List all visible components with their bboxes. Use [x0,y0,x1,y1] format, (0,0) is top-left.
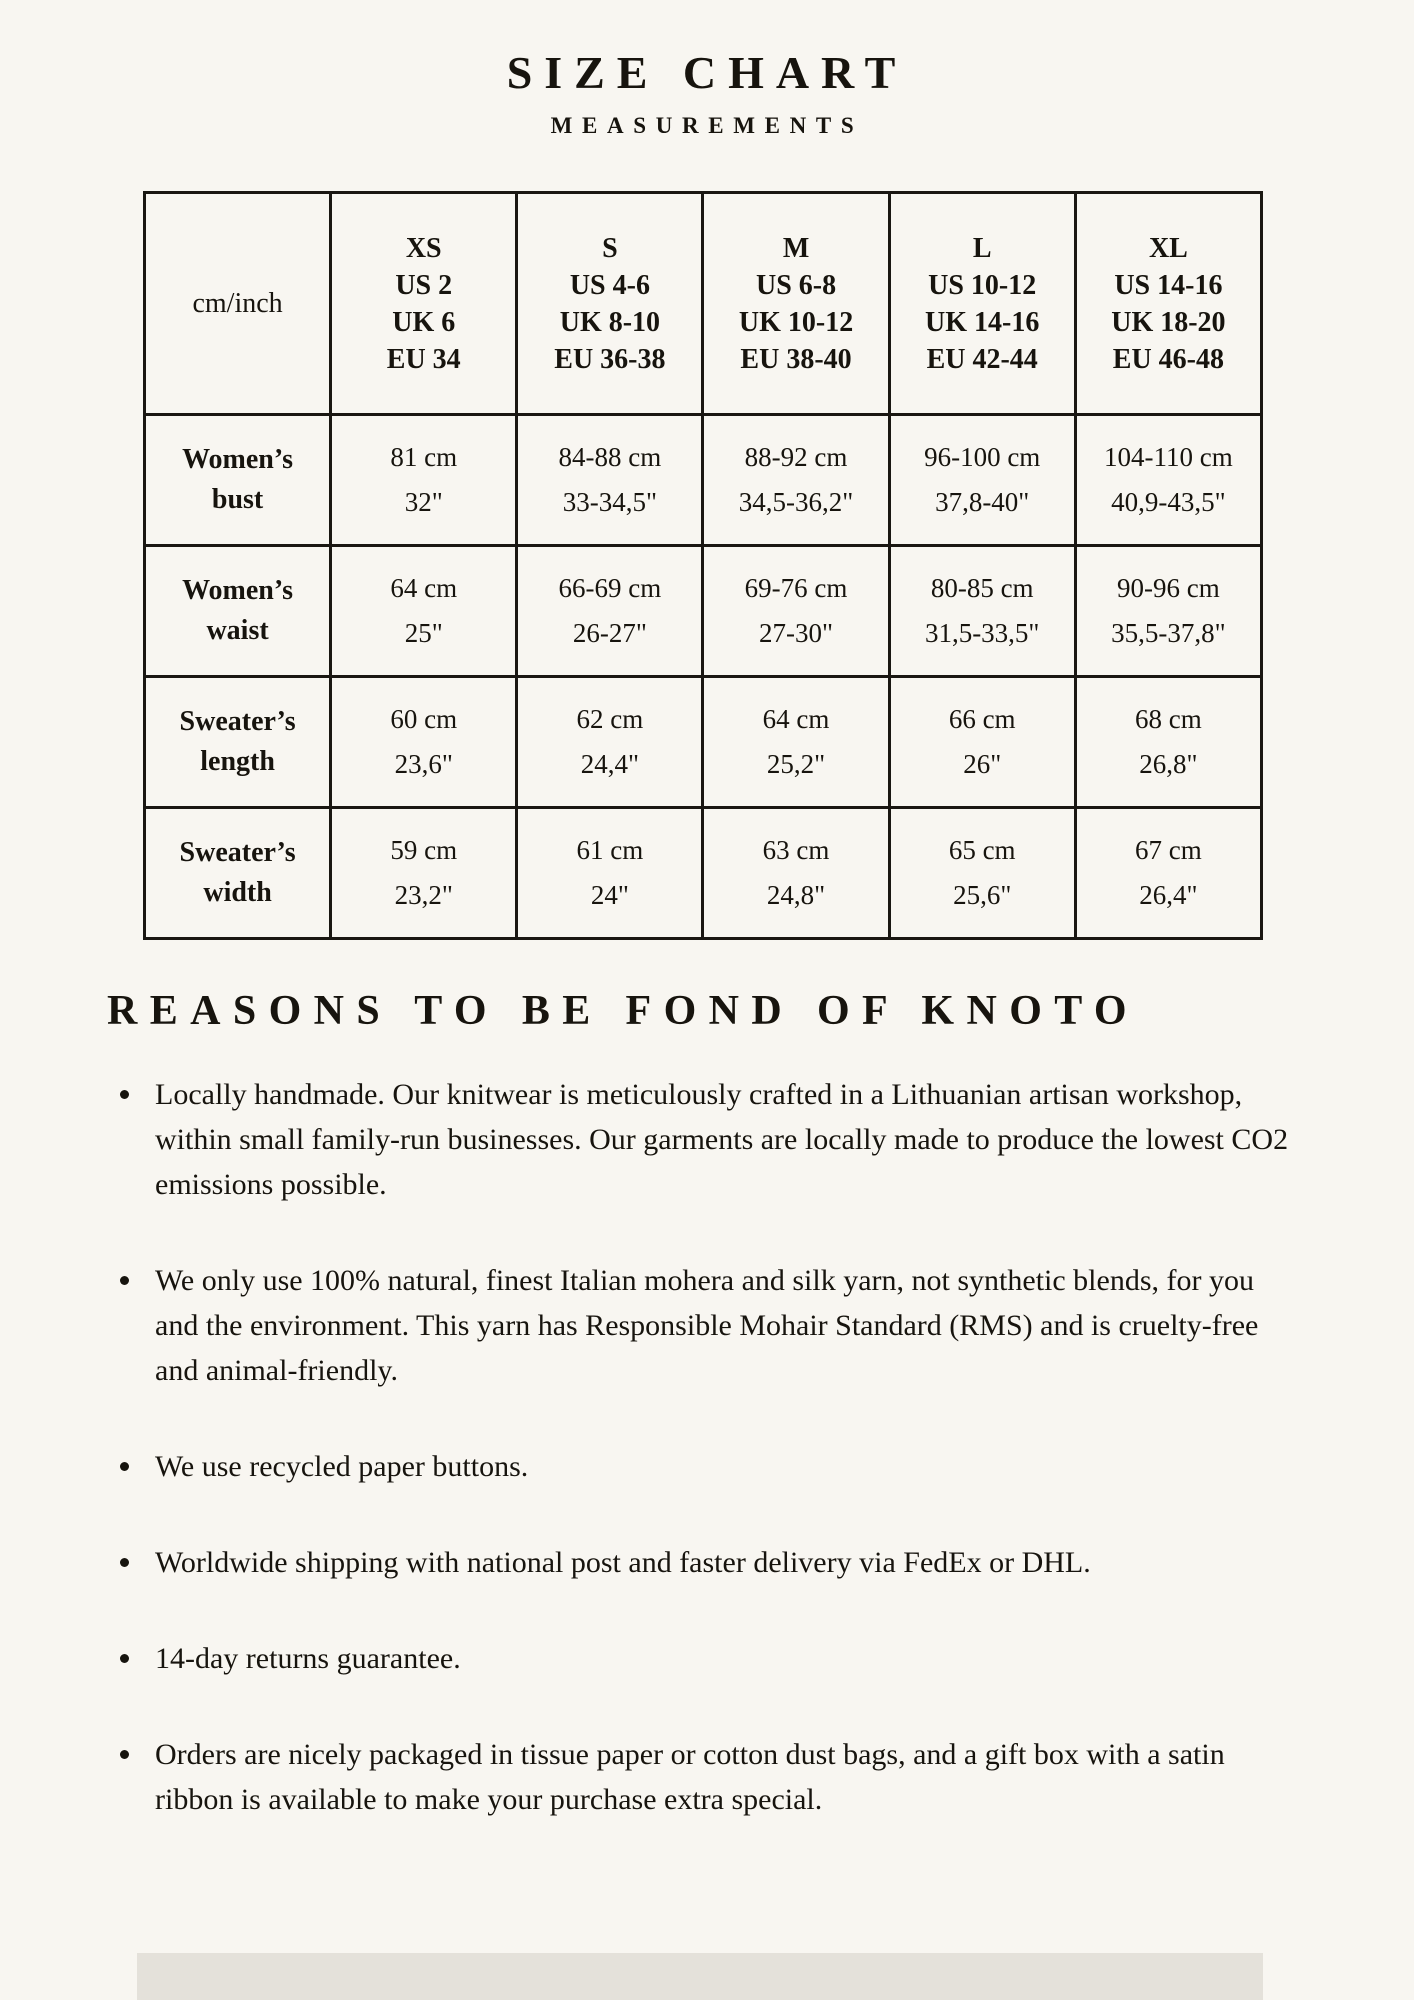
eu-size: EU 34 [386,343,461,375]
unit-header-cell: cm/inch [145,193,331,415]
cell-cm: 104-110 cm [1104,442,1233,472]
eu-size: EU 46-48 [1112,343,1224,375]
table-cell [331,808,517,939]
uk-size: UK 8-10 [559,306,661,338]
eu-size: EU 42-44 [926,343,1038,375]
size-chart-table [143,191,1263,940]
table-cell [1075,415,1261,546]
column-header-l [889,193,1075,415]
cell-inch: 25,6" [953,880,1012,910]
column-header-xl [1075,193,1261,415]
cell-cm: 84-88 cm [558,442,662,472]
cell-inch: 26-27" [572,618,647,648]
table-row-womens-bust [145,415,1262,546]
cell-inch: 23,6" [394,749,453,779]
cell-inch: 31,5-33,5" [924,618,1040,648]
uk-size: UK 14-16 [925,306,1040,338]
table-cell [1075,546,1261,677]
row-label-line: Women’s [182,444,294,475]
table-row-sweaters-length [145,677,1262,808]
eu-size: EU 38-40 [740,343,852,375]
cell-cm: 65 cm [948,835,1016,865]
cell-inch: 25,2" [766,749,826,779]
cell-cm: 61 cm [576,835,644,865]
cell-cm: 66 cm [948,704,1016,734]
list-item: Worldwide shipping with national post and faster delivery via FedEx or DHL. [155,1540,1290,1585]
cell-inch: 40,9-43,5" [1111,487,1226,517]
table-cell [517,546,703,677]
row-label-line: waist [206,615,269,646]
us-size: US 6-8 [755,269,837,301]
row-label [145,415,331,546]
row-label-line: bust [211,484,264,515]
table-cell [703,415,889,546]
size-label: M [782,232,810,264]
cell-inch: 26,8" [1139,749,1198,779]
cell-cm: 60 cm [390,704,458,734]
table-cell [703,677,889,808]
row-label [145,546,331,677]
list-item: Locally handmade. Our knitwear is meticulously crafted in a Lithuanian artisan workshop, within small family-run businesses. Our garments are locally made to produce the lowest CO2 emissions possible. [155,1072,1290,1207]
cell-cm: 66-69 cm [558,573,662,603]
size-label: L [972,232,992,264]
row-label [145,808,331,939]
cell-inch: 26,4" [1139,880,1198,910]
cell-cm: 81 cm [390,442,458,472]
row-label-line: width [203,877,272,908]
size-label: XL [1148,232,1188,264]
table-cell [703,808,889,939]
table-row-sweaters-width [145,808,1262,939]
cell-cm: 80-85 cm [930,573,1034,603]
table-cell [703,546,889,677]
row-label-line: Women’s [182,575,294,606]
column-header-m [703,193,889,415]
size-label: S [602,232,618,264]
table-cell [331,677,517,808]
cell-cm: 88-92 cm [744,442,848,472]
cell-inch: 27-30" [759,618,834,648]
table-cell [517,808,703,939]
list-item: Orders are nicely packaged in tissue paper or cotton dust bags, and a gift box with a satin ribbon is available to make your purchase extra special. [155,1732,1290,1822]
table-cell [517,677,703,808]
table-cell [331,415,517,546]
cell-inch: 37,8-40" [935,487,1030,517]
eu-size: EU 36-38 [554,343,666,375]
table-cell [1075,808,1261,939]
cell-inch: 25" [404,618,443,648]
us-size: US 14-16 [1114,269,1223,301]
page-subtitle: MEASUREMENTS [550,113,864,138]
table-cell [889,808,1075,939]
us-size: US 10-12 [928,269,1037,301]
reasons-heading: REASONS TO BE FOND OF KNOTO [107,988,1139,1034]
cell-cm: 96-100 cm [924,442,1041,472]
table-cell [889,546,1075,677]
row-label-line: Sweater’s [179,837,296,868]
cell-inch: 34,5-36,2" [738,487,854,517]
table-row-womens-waist [145,546,1262,677]
uk-size: UK 10-12 [738,306,854,338]
cell-cm: 59 cm [390,835,458,865]
uk-size: UK 6 [392,306,456,338]
cell-cm: 64 cm [762,704,830,734]
cell-inch: 24,4" [580,749,640,779]
uk-size: UK 18-20 [1111,306,1226,338]
cell-cm: 62 cm [576,704,644,734]
cell-inch: 24" [590,880,629,910]
column-header-xs [331,193,517,415]
us-size: US 2 [395,269,453,301]
footer-bar [137,1953,1263,2000]
table-cell [331,546,517,677]
list-item: We only use 100% natural, finest Italian mohera and silk yarn, not synthetic blends, for you and the environment. This yarn has Responsible Mohair Standard (RMS) and is cruelty-free and animal-friendly. [155,1258,1290,1393]
cell-cm: 68 cm [1135,704,1202,734]
cell-cm: 69-76 cm [744,573,848,603]
list-item: 14-day returns guarantee. [155,1636,1290,1681]
row-label-line: Sweater’s [179,706,296,737]
cell-inch: 24,8" [766,880,826,910]
row-label-line: length [200,746,275,777]
row-label [145,677,331,808]
cell-inch: 35,5-37,8" [1111,618,1226,648]
list-item: We use recycled paper buttons. [155,1444,1290,1489]
cell-inch: 33-34,5" [562,487,658,517]
column-header-s [517,193,703,415]
cell-cm: 64 cm [390,573,458,603]
table-cell [889,415,1075,546]
table-cell [1075,677,1261,808]
cell-inch: 26" [963,749,1002,779]
table-cell [889,677,1075,808]
us-size: US 4-6 [569,269,650,301]
size-label: XS [405,232,442,264]
table-header-row [145,193,1262,415]
cell-inch: 23,2" [394,880,453,910]
cell-inch: 32" [404,487,443,517]
cell-cm: 90-96 cm [1117,573,1220,603]
table-cell [517,415,703,546]
cell-cm: 63 cm [762,835,830,865]
reasons-list [0,1072,1414,1822]
page-title: SIZE CHART [506,47,908,98]
cell-cm: 67 cm [1135,835,1202,865]
